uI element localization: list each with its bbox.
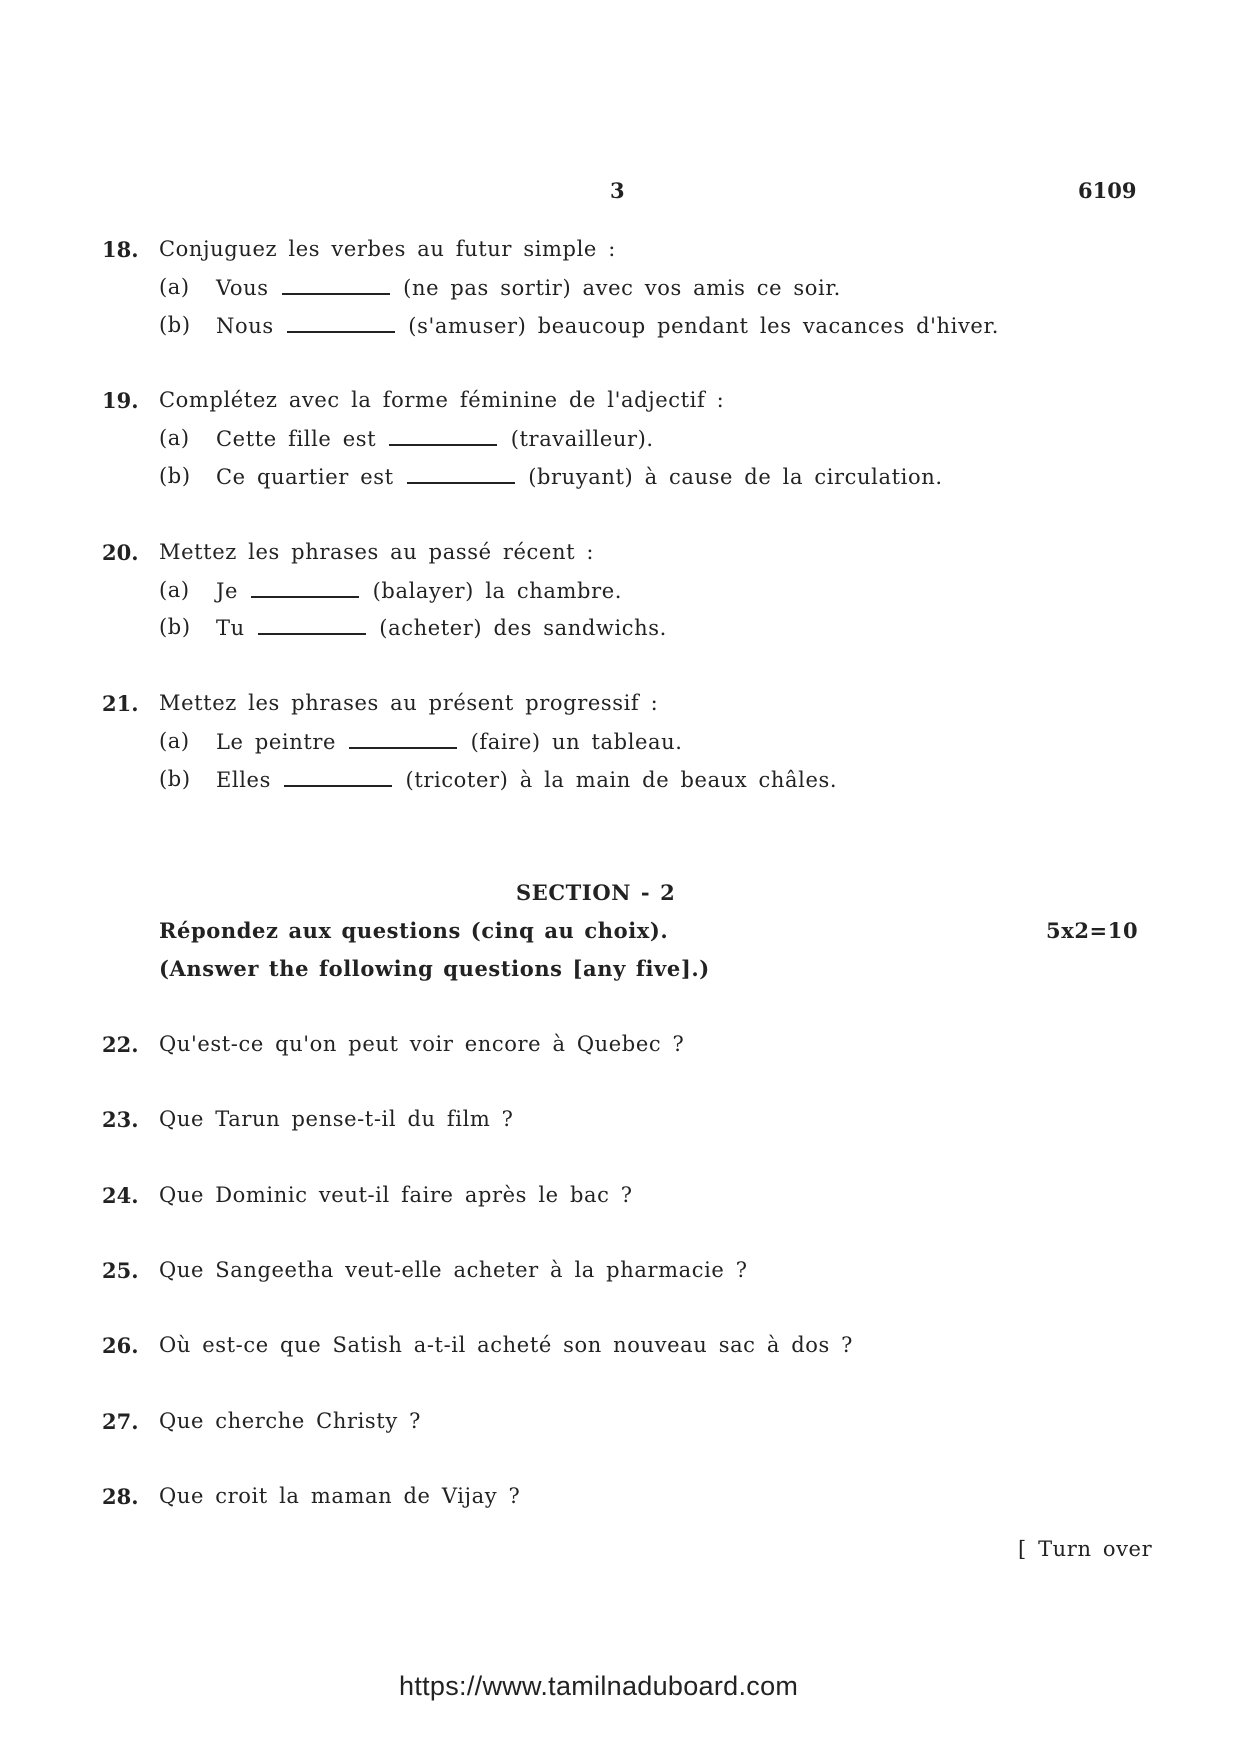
question-number: 18.	[102, 237, 139, 262]
question-prompt: Mettez les phrases au présent progressif :	[159, 691, 659, 715]
question-number: 19.	[102, 388, 139, 413]
question-text: Qu'est-ce qu'on peut voir encore à Quebec ?	[159, 1032, 685, 1056]
fill-in-sentence: Elles (tricoter) à la main de beaux châles.	[216, 768, 838, 792]
section-title: SECTION - 2	[516, 880, 676, 905]
question-number: 21.	[102, 691, 139, 716]
website-url[interactable]: https://www.tamilnaduboard.com	[399, 1671, 799, 1701]
item-label: (b)	[159, 767, 191, 791]
question-text: Que cherche Christy ?	[159, 1409, 421, 1433]
fill-in-sentence: Cette fille est (travailleur).	[216, 427, 654, 451]
answer-blank	[389, 426, 497, 446]
item-label: (b)	[159, 615, 191, 639]
question-prompt: Conjuguez les verbes au futur simple :	[159, 237, 616, 261]
question-text: Que Dominic veut-il faire après le bac ?	[159, 1183, 633, 1207]
item-label: (a)	[159, 426, 190, 450]
answer-blank	[287, 313, 395, 333]
question-text: Que Sangeetha veut-elle acheter à la pharmacie ?	[159, 1258, 748, 1282]
fill-in-sentence: Le peintre (faire) un tableau.	[216, 730, 683, 754]
question-number: 27.	[102, 1409, 139, 1434]
turn-over-note: [ Turn over	[1018, 1537, 1153, 1561]
question-text: Que Tarun pense-t-il du film ?	[159, 1107, 514, 1131]
question-number: 20.	[102, 540, 139, 565]
question-prompt: Mettez les phrases au passé récent :	[159, 540, 595, 564]
item-label: (b)	[159, 313, 191, 337]
answer-blank	[282, 275, 390, 295]
item-label: (a)	[159, 729, 190, 753]
question-text: Où est-ce que Satish a-t-il acheté son nouveau sac à dos ?	[159, 1333, 854, 1357]
answer-blank	[258, 615, 366, 635]
answer-blank	[251, 578, 359, 598]
page-number: 3	[610, 178, 625, 203]
question-number: 22.	[102, 1032, 139, 1057]
answer-blank	[349, 729, 457, 749]
fill-in-sentence: Vous (ne pas sortir) avec vos amis ce soir.	[216, 276, 841, 300]
fill-in-sentence: Tu (acheter) des sandwichs.	[216, 616, 667, 640]
fill-in-sentence: Nous (s'amuser) beaucoup pendant les vacances d'hiver.	[216, 314, 1000, 338]
question-text: Que croit la maman de Vijay ?	[159, 1484, 521, 1508]
section-instruction-fr: Répondez aux questions (cinq au choix).	[159, 918, 669, 943]
question-number: 24.	[102, 1183, 139, 1208]
section-marks: 5x2=10	[1046, 918, 1139, 943]
question-number: 25.	[102, 1258, 139, 1283]
paper-code: 6109	[1078, 178, 1137, 203]
fill-in-sentence: Je (balayer) la chambre.	[216, 579, 623, 603]
answer-blank	[407, 464, 515, 484]
section-instruction-en: (Answer the following questions [any five].)	[159, 956, 710, 981]
item-label: (b)	[159, 464, 191, 488]
item-label: (a)	[159, 578, 190, 602]
item-label: (a)	[159, 275, 190, 299]
answer-blank	[284, 767, 392, 787]
question-prompt: Complétez avec la forme féminine de l'adjectif :	[159, 388, 725, 412]
fill-in-sentence: Ce quartier est (bruyant) à cause de la circulation.	[216, 465, 943, 489]
question-number: 26.	[102, 1333, 139, 1358]
question-number: 23.	[102, 1107, 139, 1132]
question-number: 28.	[102, 1484, 139, 1509]
